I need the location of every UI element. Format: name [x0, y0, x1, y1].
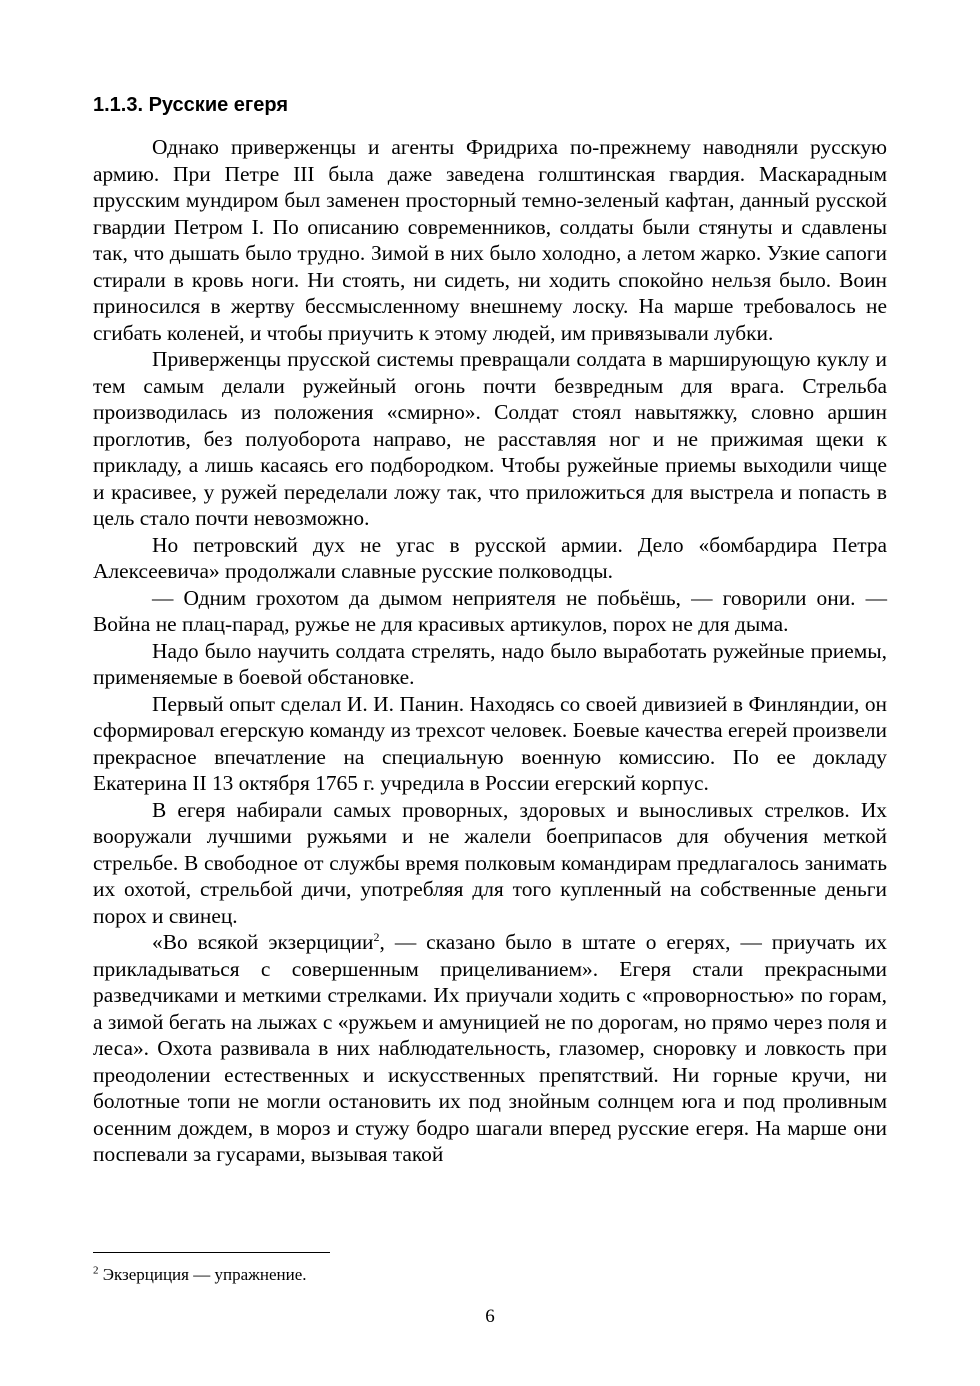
- paragraph: — Одним грохотом да дымом неприятеля не побьёшь, — говорили они. — Война не плац-парад, ружье не для красивых артикулов, порох не для дыма.: [93, 585, 887, 636]
- footnote-reference: 2: [373, 929, 380, 944]
- paragraph: Первый опыт сделал И. И. Панин. Находясь со своей дивизией в Финляндии, он сформировал егерскую команду из трехсот человек. Боевые качества егерей произвели прекрасное впечатление на специальную военную комиссию. По ее докладу Екатерина II 13 октября 1765 г. учредила в России егерский корпус.: [93, 691, 887, 795]
- paragraph-text-start: «Во всякой экзерциции: [152, 930, 374, 954]
- paragraph-with-footnote-ref: [93, 929, 887, 1168]
- footnote-separator: [93, 1252, 330, 1253]
- paragraph: Приверженцы прусской системы превращали солдата в марширующую куклу и тем самым делали ружейный огонь почти безвредным для врага. Стрельба производилась из положения «смирно». Солдат стоял навытяжку, словно аршин проглотив, без полуоборота направо, не расставляя ног и не прижимая щеки к прикладу, а лишь касаясь его подбородком. Чтобы ружейные приемы выходили чище и красивее, у ружей переделали ложу так, что приложиться для выстрела и попасть в цель стало почти невозможно.: [93, 347, 887, 530]
- paragraph: Надо было научить солдата стрелять, надо было выработать ружейные приемы, применяемые в боевой обстановке.: [93, 638, 887, 689]
- paragraph: Но петровский дух не угас в русской армии. Дело «бомбардира Петра Алексеевича» продолжали славные русские полководцы.: [93, 532, 887, 583]
- paragraph: В егеря набирали самых проворных, здоровых и выносливых стрелков. Их вооружали лучшими ружьями и не жалели боеприпасов для обучения меткой стрельбе. В свободное от службы время полковым командирам предлагалось занимать их охотой, стрельбой дичи, употребляя для того купленный на собственные деньги порох и свинец.: [93, 797, 887, 928]
- footnote-marker: 2: [93, 1264, 99, 1277]
- page-content: [93, 88, 887, 1168]
- page-number: 6: [485, 1306, 495, 1327]
- paragraph: Однако приверженцы и агенты Фридриха по-прежнему наводняли русскую армию. При Петре III была даже заведена голштинская гвардия. Маскарадным прусским мундиром был заменен просторный темно-зеленый кафтан, данный русской гвардии Петром I. По описанию современников, солдаты были стянуты и сдавлены так, что дышать было трудно. Зимой в них было холодно, а летом жарко. Узкие сапоги стирали в кровь ноги. Ни стоять, ни сидеть, ни ходить спокойно нельзя было. Воин приносился в жертву бессмысленному внешнему лоску. На марше требовалось не сгибать коленей, и чтобы приучить к этому людей, им привязывали лубки.: [93, 135, 887, 345]
- footnote: [93, 1264, 307, 1286]
- body-text: [93, 134, 887, 1168]
- section-heading: 1.1.3. Русские егеря: [93, 94, 288, 116]
- footnote-text: Экзерциция — упражнение.: [98, 1265, 307, 1284]
- paragraph-text-end: , — сказано было в штате о егерях, — приучать их прикладываться с совершенным прицеливанием». Егеря стали прекрасными разведчиками и меткими стрелками. Их приучали ходить с «проворностью» по горам, а зимой бегать на лыжах с «ружьем и амуницией не по дорогам, но прямо через поля и леса». Охота развивала в них наблюдательность, глазомер, сноровку и ловкость при преодолении естественных и искусственных препятствий. Ни горные кручи, ни болотные топи не могли остановить их под знойным солнцем юга и под проливным осенним дождем, в мороз и стужу бодро шагали вперед русские егеря. На марше они поспевали за гусарами, вызывая такой: [93, 930, 887, 1166]
